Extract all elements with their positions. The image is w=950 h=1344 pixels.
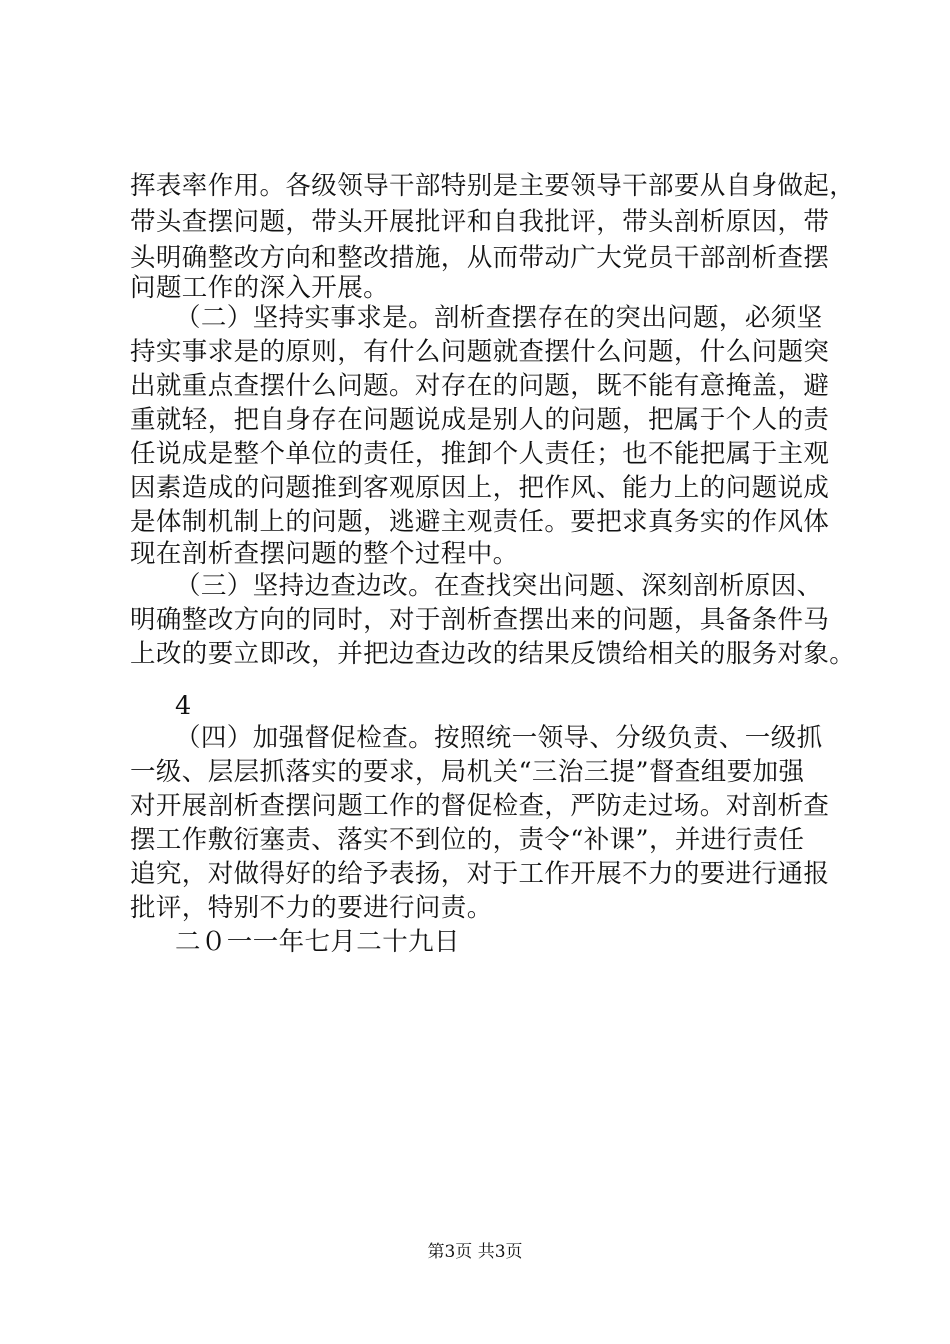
paragraph-4-line-6: 批评，特别不力的要进行问责。 [130, 893, 493, 923]
paragraph-4-line-4: 摆工作敷衍塞责、落实不到位的，责令“补课”，并进行责任 [130, 825, 805, 855]
paragraph-1-line-2: 带头查摆问题，带头开展批评和自我批评，带头剖析原因，带 [130, 207, 830, 237]
paragraph-3-line-3: 上改的要立即改，并把边查边改的结果反馈给相关的服务对象。 [130, 639, 856, 669]
paragraph-2-line-5: 任说成是整个单位的责任，推卸个人责任；也不能把属于主观 [130, 439, 830, 469]
paragraph-2-line-6: 因素造成的问题推到客观原因上，把作风、能力上的问题说成 [130, 473, 830, 503]
paragraph-2-line-7: 是体制机制上的问题，逃避主观责任。要把求真务实的作风体 [130, 507, 830, 537]
paragraph-4-line-2: 一级、层层抓落实的要求，局机关“三治三提”督查组要加强 [130, 757, 805, 787]
paragraph-3-line-2: 明确整改方向的同时，对于剖析查摆出来的问题，具备条件马 [130, 605, 830, 635]
paragraph-3-line-1: （三）坚持边查边改。在查找突出问题、深刻剖析原因、 [175, 571, 823, 601]
paragraph-2-line-8: 现在剖析查摆问题的整个过程中。 [130, 539, 519, 569]
paragraph-4-line-5: 追究，对做得好的给予表扬，对于工作开展不力的要进行通报 [130, 859, 830, 889]
paragraph-2-line-1: （二）坚持实事求是。剖析查摆存在的突出问题，必须坚 [175, 303, 823, 333]
paragraph-2-line-4: 重就轻，把自身存在问题说成是别人的问题，把属于个人的责 [130, 405, 830, 435]
paragraph-4-line-3: 对开展剖析查摆问题工作的督促检查，严防走过场。对剖析查 [130, 791, 830, 821]
paragraph-1-line-1: 挥表率作用。各级领导干部特别是主要领导干部要从自身做起， [130, 171, 856, 201]
paragraph-1-line-3: 头明确整改方向和整改措施，从而带动广大党员干部剖析查摆 [130, 243, 830, 273]
section-number: 4 [175, 691, 192, 721]
paragraph-1-line-4: 问题工作的深入开展。 [130, 273, 390, 303]
paragraph-2-line-3: 出就重点查摆什么问题。对存在的问题，既不能有意掩盖，避 [130, 371, 830, 401]
page-footer: 第3页 共3页 [427, 1242, 523, 1262]
paragraph-2-line-2: 持实事求是的原则，有什么问题就查摆什么问题，什么问题突 [130, 337, 830, 367]
paragraph-4-line-1: （四）加强督促检查。按照统一领导、分级负责、一级抓 [175, 723, 823, 753]
document-date: 二０一一年七月二十九日 [175, 927, 460, 957]
